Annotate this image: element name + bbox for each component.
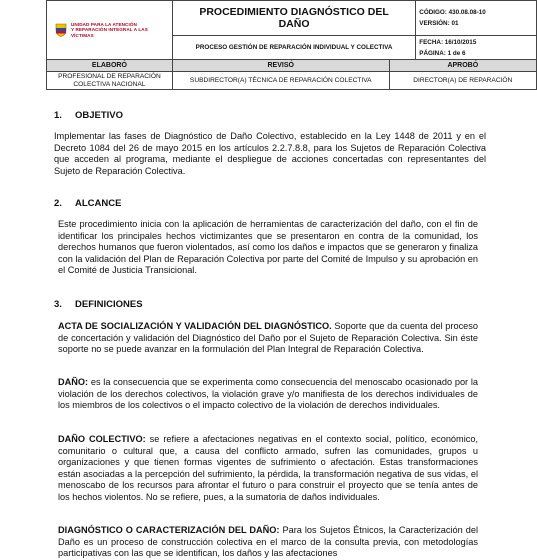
title-line-1: PROCEDIMIENTO DIAGNÓSTICO DEL: [199, 6, 389, 18]
document-version: VERSIÓN: 01: [419, 20, 459, 27]
document-header: [46, 0, 537, 90]
section-3-title: DEFINICIONES: [75, 299, 143, 310]
document-code: CÓDIGO: 430.08.08-10: [419, 9, 486, 16]
section-1-heading: [54, 110, 123, 121]
section-1-number: 1.: [54, 110, 62, 121]
aprobo-value: DIRECTOR(A) DE REPARACIÓN: [389, 72, 536, 90]
logo-text-line1: UNIDAD PARA LA ATENCIÓN: [71, 21, 137, 27]
title-line-2: DAÑO: [278, 18, 310, 30]
elaboro-label: ELABORÓ: [47, 60, 173, 72]
definition-dano-colectivo: [58, 434, 478, 504]
definition-text: es la consecuencia que se experimenta como consecuencia del menoscabo ocasionado por la violación de los derechos colectivos, la violación grave y/o manifiesta de los derechos individuales de los miembros de los colectivos o el impacto colectivo de la violación de derechos individuales.: [58, 377, 478, 411]
date-page-cell: [416, 36, 537, 60]
section-2-title: ALCANCE: [75, 198, 122, 209]
page-number: PÁGINA: 1 de 6: [419, 49, 466, 57]
document-title: [172, 1, 415, 36]
definition-dano: [58, 377, 478, 412]
reviso-value: SUBDIRECTOR(A) TÉCNICA DE REPARACIÓN COLECTIVA: [172, 72, 389, 90]
section-3-number: 3.: [54, 299, 62, 310]
definition-text: Para los Sujetos Étnicos, la Caracterización del Daño es un proceso de construcción colectiva en el marco de la consulta previa, con metodologías participativas con las que se identifican, los daños y las afectaciones: [58, 525, 478, 559]
definition-term: DAÑO:: [58, 377, 89, 387]
section-1-title: OBJETIVO: [75, 110, 124, 121]
section-2-text: Este procedimiento inicia con la aplicación de herramientas de caracterización del daño, con el fin de identificar los principales hechos victimizantes que se presentaron en contra de la comunidad, los derechos humanos que fueron violentados, así como los daños e impactos que se generaron y finaliza con la validación del Plan de Reparación Colectiva por parte del Comité de Impulso y su aprobación en el Comité de Justicia Transicional.: [58, 219, 478, 276]
section-2-number: 2.: [54, 198, 62, 209]
section-1-text: Implementar las fases de Diagnóstico de Daño Colectivo, establecido en la Ley 1448 de 2011 y en el Decreto 1084 del 26 de mayo 2015 en los artículos 2.2.7.8.8, para los Sujetos de Reparación Colectiva que acceden al programa, mediante el despliegue de acciones concertadas con representantes del Sujeto de Reparación Colectiva.: [54, 131, 486, 176]
logo-cell: [47, 1, 173, 60]
code-version-cell: [416, 1, 537, 36]
elaboro-value: PROFESIONAL DE REPARACIÓN COLECTIVA NACIONAL: [47, 72, 173, 90]
coat-of-arms-icon: [55, 23, 67, 37]
logo-text-line2: Y REPARACIÓN INTEGRAL A LAS VÍCTIMAS: [71, 27, 148, 38]
aprobo-label: APROBÓ: [389, 60, 536, 72]
reviso-label: REVISÓ: [172, 60, 389, 72]
definition-acta: [58, 321, 478, 356]
document-date: FECHA: 16/10/2015: [419, 38, 477, 46]
section-2-heading: [54, 198, 121, 209]
definition-text: se refiere a afectaciones negativas en el contexto social, político, económico, comunitario o cultural que, a causa del conflicto armado, sufren las comunidades, grupos u organizaciones y que tienen formas vigentes de sufrimiento o afectación. Estas transformaciones están asociadas a la percepción del sufrimiento, la pérdida, la transformación negativa de sus vidas, el menoscabo de los recursos para afrontar el futuro o para construir el proyecto que se tenía antes de los hechos violentos. No se refiere, pues, a la sumatoria de daños individuales.: [58, 434, 478, 502]
process-name: PROCESO GESTIÓN DE REPARACIÓN INDIVIDUAL Y COLECTIVA: [172, 36, 415, 60]
definition-text: Soporte que da cuenta del proceso de concertación y validación del Diagnóstico del Daño por el Sujeto de Reparación Colectiva. Sin éste soporte no se puede avanzar en la formulación del Plan Integral de Reparación Colectiva.: [58, 321, 478, 355]
definition-term: DIAGNÓSTICO O CARACTERIZACIÓN DEL DAÑO:: [58, 525, 280, 535]
section-3-heading: [54, 299, 143, 310]
institution-logo: [47, 22, 172, 38]
definition-term: ACTA DE SOCIALIZACIÓN Y VALIDACIÓN DEL DIAGNÓSTICO.: [58, 321, 332, 331]
definition-term: DAÑO COLECTIVO:: [58, 434, 146, 444]
